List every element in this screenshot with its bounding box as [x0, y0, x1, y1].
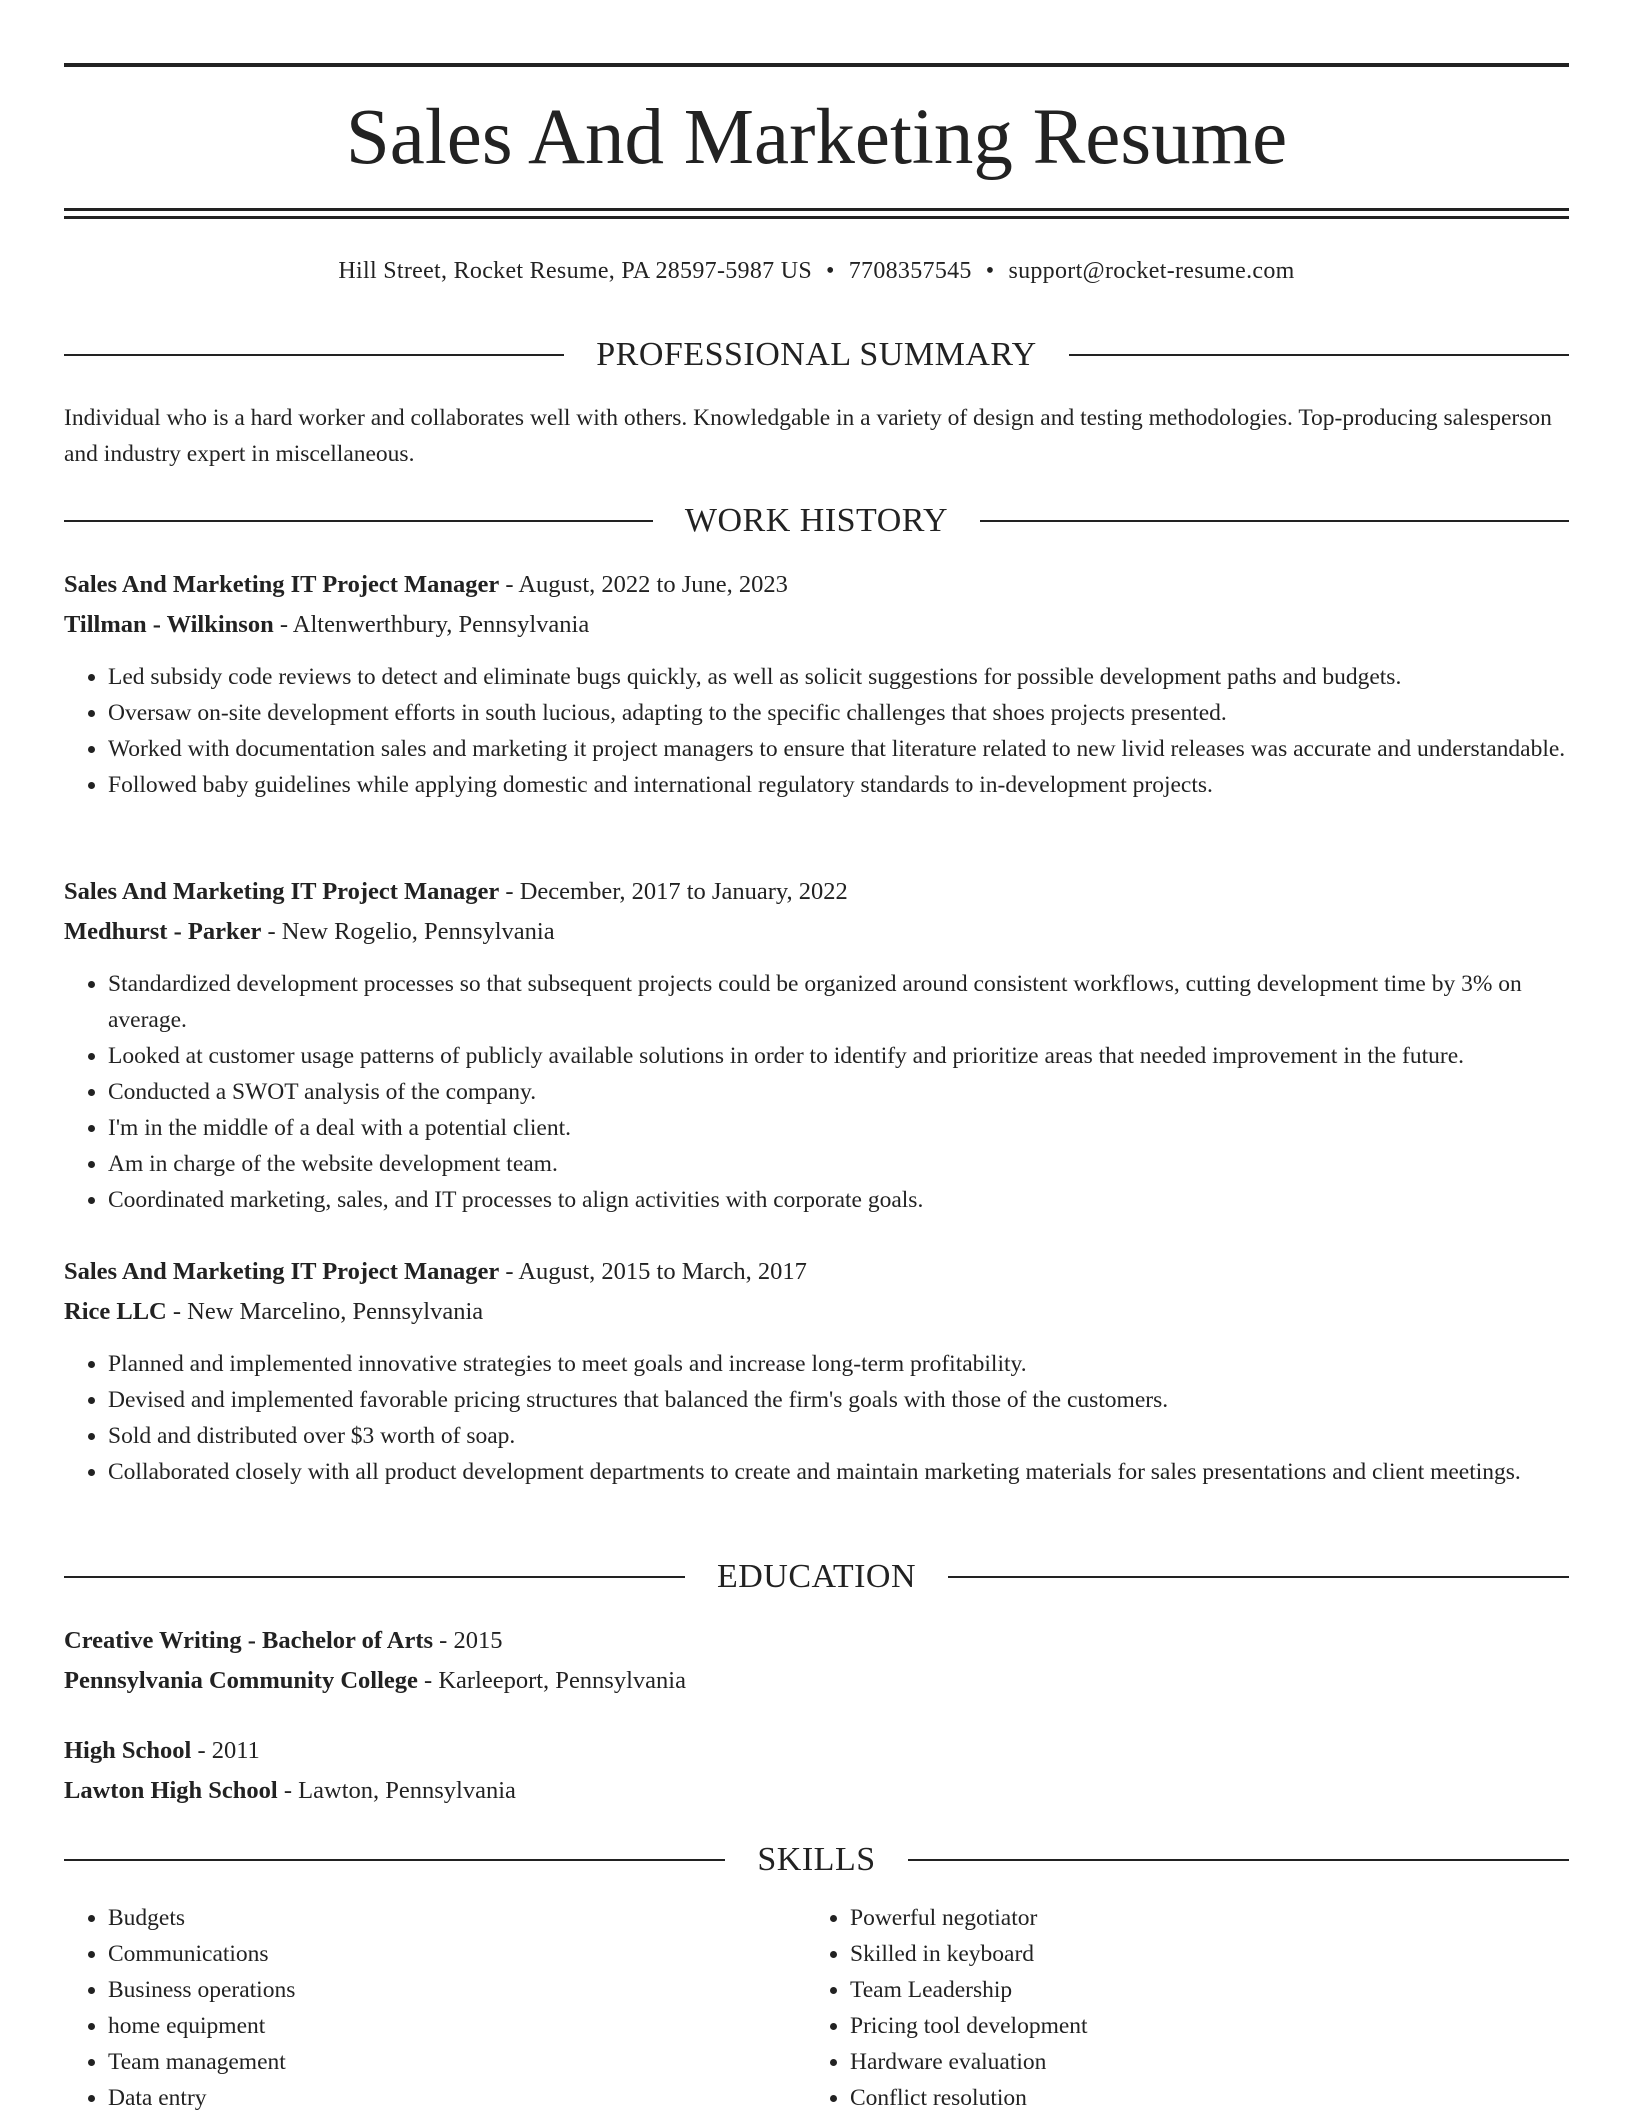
section-rule [1069, 354, 1569, 356]
section-header-work-history [64, 499, 1569, 543]
skill-item: • Team Leadership [850, 1972, 1548, 2008]
job-company: Tillman - Wilkinson [64, 611, 274, 638]
job-company-line [64, 605, 1569, 645]
skills-columns [64, 1900, 1569, 2116]
job-location: - Altenwerthbury, Pennsylvania [273, 611, 590, 638]
section-header-summary [64, 333, 1569, 377]
education-degree: High School [64, 1737, 192, 1764]
education-location: - Karleeport, Pennsylvania [417, 1667, 686, 1694]
education-year: - 2015 [433, 1627, 503, 1654]
section-title: SKILLS [757, 1841, 876, 1878]
section-title: PROFESSIONAL SUMMARY [596, 336, 1037, 373]
job-bullet: • Devised and implemented favorable pricing structures that balanced the firm's goals with those of the customers. [108, 1382, 1569, 1418]
skill-item: • Conflict resolution [850, 2080, 1548, 2116]
contact-line [64, 254, 1569, 288]
education-school-line [64, 1771, 1569, 1811]
education-degree-line [64, 1731, 1569, 1771]
job-entry [64, 1252, 1569, 1490]
skill-item: • Business operations [108, 1972, 806, 2008]
skill-item: • Skilled in keyboard [850, 1936, 1548, 1972]
job-company: Medhurst - Parker [64, 918, 262, 945]
job-bullets [64, 1346, 1569, 1490]
contact-email: support@rocket-resume.com [1008, 258, 1295, 284]
education-degree: Creative Writing - Bachelor of Arts [64, 1627, 434, 1654]
section-rule [948, 1576, 1569, 1578]
job-bullet: • Oversaw on-site development efforts in south lucious, adapting to the specific challenges that shoes projects presented. [108, 695, 1569, 731]
job-title-line [64, 1252, 1569, 1292]
job-bullet: • Planned and implemented innovative strategies to meet goals and increase long-term profitability. [108, 1346, 1569, 1382]
job-bullet: • Looked at customer usage patterns of publicly available solutions in order to identify and prioritize areas that needed improvement in the future. [108, 1038, 1569, 1074]
contact-address: Hill Street, Rocket Resume, PA 28597-5987 US [338, 258, 813, 284]
job-entry [64, 872, 1569, 1218]
section-rule [908, 1859, 1569, 1861]
section-rule [64, 1859, 725, 1861]
section-rule [64, 1576, 685, 1578]
section-rule [64, 520, 653, 522]
job-dates: - August, 2022 to June, 2023 [499, 571, 788, 598]
skill-item: • Pricing tool development [850, 2008, 1548, 2044]
skill-item: • Hardware evaluation [850, 2044, 1548, 2080]
job-bullet: • Led subsidy code reviews to detect and eliminate bugs quickly, as well as solicit suggestions for possible development paths and budgets. [108, 659, 1569, 695]
skill-item: • Budgets [108, 1900, 806, 1936]
section-header-education [64, 1555, 1569, 1599]
skill-item: • home equipment [108, 2008, 806, 2044]
job-bullets [64, 659, 1569, 803]
job-title-line [64, 565, 1569, 605]
contact-separator: • [826, 258, 835, 284]
job-company-line [64, 1292, 1569, 1332]
job-title: Sales And Marketing IT Project Manager [64, 571, 500, 598]
education-year: - 2011 [191, 1737, 260, 1764]
summary-text: Individual who is a hard worker and collaborates well with others. Knowledgable in a variety of design and testing methodologies. Top-producing salesperson and industry expert in miscellaneous. [64, 405, 1552, 467]
education-school: Pennsylvania Community College [64, 1667, 418, 1694]
education-school: Lawton High School [64, 1777, 278, 1804]
job-bullet: • Followed baby guidelines while applying domestic and international regulatory standards to in-development projects. [108, 767, 1569, 803]
job-bullet: • Conducted a SWOT analysis of the company. [108, 1074, 1569, 1110]
skills-list-right [806, 1900, 1548, 2116]
title-rule-upper [64, 208, 1569, 211]
job-bullet: • Coordinated marketing, sales, and IT processes to align activities with corporate goals. [108, 1182, 1569, 1218]
job-bullets [64, 966, 1569, 1218]
skill-item: • Communications [108, 1936, 806, 1972]
education-entry [64, 1731, 1569, 1811]
job-company: Rice LLC [64, 1298, 167, 1325]
skill-item: • Powerful negotiator [850, 1900, 1548, 1936]
job-title: Sales And Marketing IT Project Manager [64, 878, 500, 905]
skills-list-left [64, 1900, 806, 2116]
education-location: - Lawton, Pennsylvania [277, 1777, 516, 1804]
resume-title: Sales And Marketing Resume [345, 94, 1288, 181]
job-company-line [64, 912, 1569, 952]
job-entry [64, 565, 1569, 803]
education-entry [64, 1621, 1569, 1701]
contact-separator: • [985, 258, 995, 284]
job-bullet: • Sold and distributed over $3 worth of soap. [108, 1418, 1569, 1454]
job-bullet: • Worked with documentation sales and marketing it project managers to ensure that literature related to new livid releases was accurate and understandable. [108, 731, 1569, 767]
job-bullet: • Am in charge of the website development team. [108, 1146, 1569, 1182]
title-rule-lower [64, 216, 1569, 219]
skill-item: • Data entry [108, 2080, 806, 2116]
job-title: Sales And Marketing IT Project Manager [64, 1258, 500, 1285]
section-rule [64, 354, 564, 356]
top-rule [64, 63, 1569, 67]
job-location: - New Marcelino, Pennsylvania [166, 1298, 484, 1325]
job-location: - New Rogelio, Pennsylvania [261, 918, 555, 945]
job-bullet: • I'm in the middle of a deal with a potential client. [108, 1110, 1569, 1146]
section-header-skills [64, 1838, 1569, 1882]
contact-phone: 7708357545 [848, 258, 972, 284]
education-school-line [64, 1661, 1569, 1701]
job-bullet: • Collaborated closely with all product development departments to create and maintain marketing materials for sales presentations and client meetings. [108, 1454, 1569, 1490]
education-degree-line [64, 1621, 1569, 1661]
section-title: EDUCATION [716, 1558, 917, 1595]
section-rule [980, 520, 1569, 522]
section-title: WORK HISTORY [684, 502, 949, 539]
job-dates: - August, 2015 to March, 2017 [499, 1258, 807, 1285]
job-bullet: • Standardized development processes so that subsequent projects could be organized around consistent workflows, cutting development time by 3% on average. [108, 966, 1569, 1038]
skill-item: • Team management [108, 2044, 806, 2080]
job-title-line [64, 872, 1569, 912]
job-dates: - December, 2017 to January, 2022 [499, 878, 848, 905]
